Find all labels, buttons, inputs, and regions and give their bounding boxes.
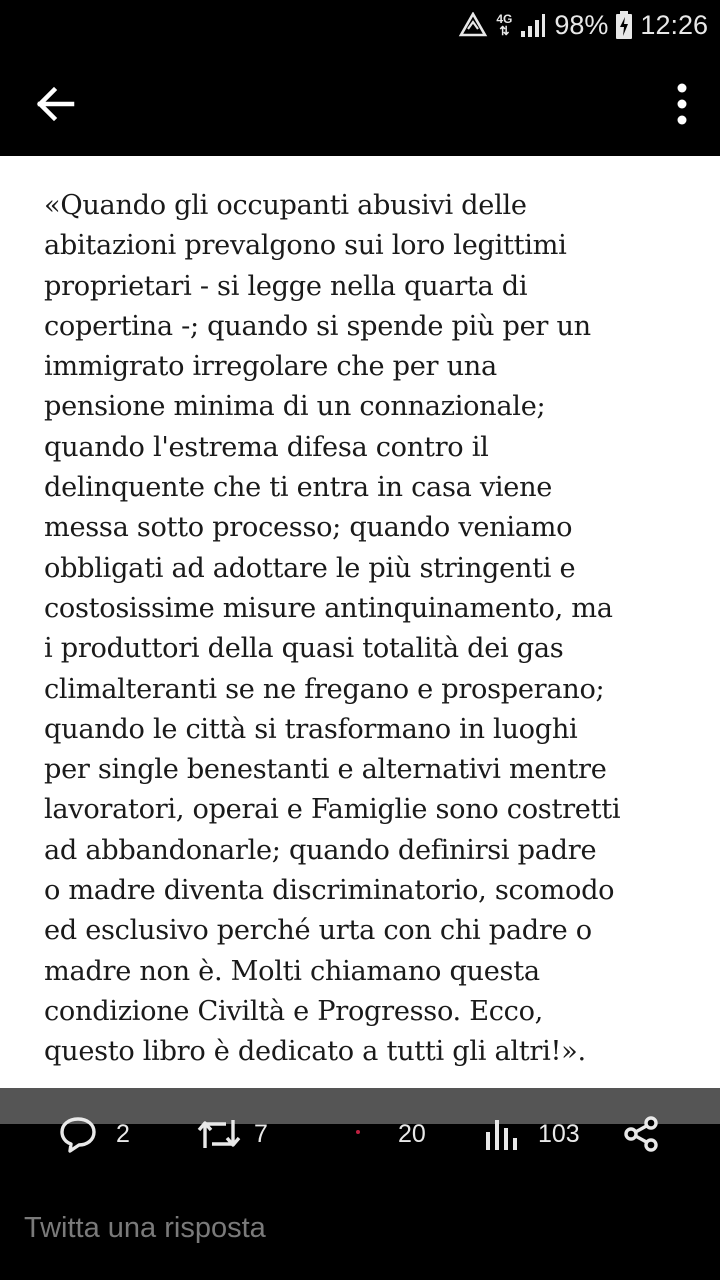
app-bar	[0, 50, 720, 156]
more-options-button[interactable]	[674, 80, 690, 128]
like-action[interactable]	[356, 1110, 426, 1158]
heart-icon	[356, 1130, 360, 1134]
network-type: 4G ⇅	[496, 12, 513, 38]
signal-icon	[520, 12, 546, 38]
retweet-icon	[196, 1114, 242, 1154]
views-count: 103	[538, 1119, 580, 1148]
share-action[interactable]	[622, 1110, 660, 1158]
speech-bubble-icon	[58, 1114, 98, 1154]
bar-chart-icon	[484, 1116, 520, 1152]
battery-level: 98%	[554, 9, 609, 40]
status-bar	[0, 0, 720, 50]
reply-count: 2	[116, 1119, 130, 1148]
share-icon	[622, 1115, 660, 1153]
action-bar	[0, 1110, 720, 1158]
reply-action[interactable]	[58, 1110, 130, 1158]
clock: 12:26	[640, 9, 708, 40]
status-icons	[458, 6, 708, 44]
data-saver-icon	[458, 12, 488, 38]
post-image[interactable]	[0, 156, 720, 1088]
arrow-left-icon	[32, 80, 80, 128]
image-text: «Quando gli occupanti abusivi delle abitazioni prevalgono sui loro legittimi proprietari - si legge nella quarta di copertina -; quando si spende più per un immigrato irregolare che per una pensione minima di un connazionale; quando l'estrema difesa contro il delinquente che ti entra in casa viene messa sotto processo; quando veniamo obbligati ad adottare le più stringenti e costosissime misure antinquinamento, ma i produttori della quasi totalità dei gas climalteranti se ne fregano e prosperano; quando le città si trasformano in luoghi per single benestanti e alternativi mentre lavoratori, operai e Famiglie sono costretti ad abbandonarle; quando definirsi padre o madre diventa discriminatorio, scomodo ed esclusivo perché urta con chi padre o madre non è. Molti chiamano questa condizione Civiltà e Progresso. Ecco, questo libro è dedicato a tutti gli altri!».	[44, 190, 621, 1068]
battery-charging-icon	[616, 11, 632, 39]
reply-input-placeholder: Twitta una risposta	[24, 1212, 266, 1244]
retweet-action[interactable]	[196, 1110, 268, 1158]
back-button[interactable]	[32, 80, 80, 128]
more-vertical-icon	[674, 80, 690, 128]
retweet-count: 7	[254, 1119, 268, 1148]
reply-composer[interactable]	[0, 1176, 720, 1280]
views-action[interactable]	[484, 1110, 580, 1158]
like-count: 20	[398, 1119, 426, 1148]
